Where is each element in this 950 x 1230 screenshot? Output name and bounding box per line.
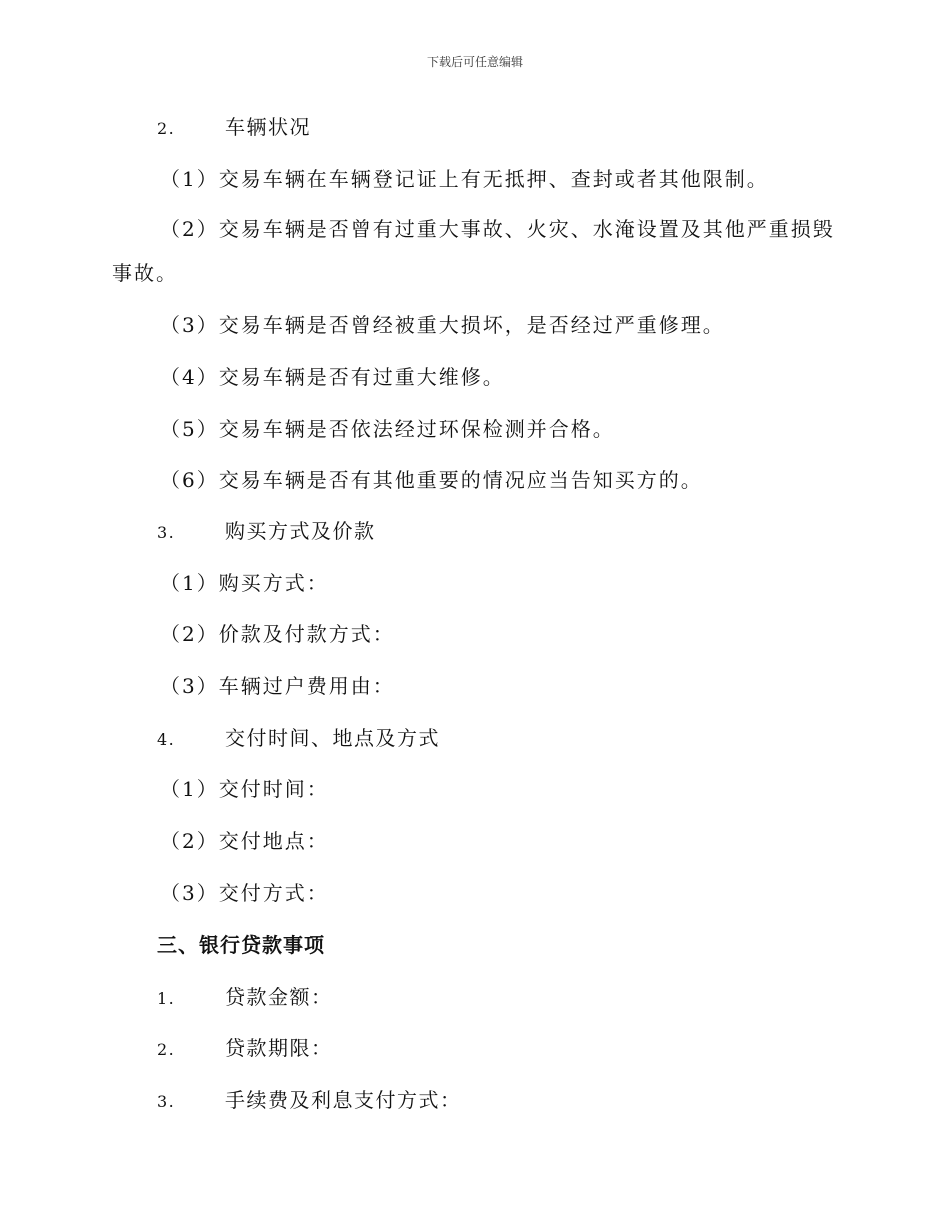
- section-3-title: [157, 517, 376, 547]
- section-2-number: 2.: [157, 119, 176, 138]
- section-4-title: [157, 724, 440, 754]
- bank-loan-item-3-text: 手续费及利息支付方式：: [225, 1088, 462, 1112]
- section-4-item-1: （1）交付时间：: [160, 777, 329, 801]
- section-2-title-text: 车辆状况: [225, 115, 311, 139]
- section-2-item-6: （6）交易车辆是否有其他重要的情况应当告知买方的。: [160, 468, 703, 492]
- section-2-item-5: （5）交易车辆是否依法经过环保检测并合格。: [160, 417, 615, 441]
- section-3-title-text: 购买方式及价款: [225, 519, 376, 543]
- bank-loan-item-1: [157, 983, 333, 1013]
- section-4-title-text: 交付时间、地点及方式: [225, 726, 440, 750]
- bank-loan-item-3: [157, 1086, 462, 1116]
- bank-loan-item-2-number: 2.: [157, 1040, 176, 1059]
- section-4-number: 4.: [157, 730, 176, 749]
- bank-loan-heading: 三、银行贷款事项: [157, 933, 325, 957]
- section-2-item-3: （3）交易车辆是否曾经被重大损坏，是否经过严重修理。: [160, 313, 725, 337]
- page-header: 下载后可任意编辑: [426, 55, 523, 69]
- section-2-item-2: （2）交易车辆是否曾有过重大事故、火灾、水淹设置及其他严重损毁: [160, 217, 835, 241]
- section-3-item-2: （2）价款及付款方式：: [160, 622, 395, 646]
- section-4-item-3: （3）交付方式：: [160, 881, 329, 905]
- section-2-item-1: （1）交易车辆在车辆登记证上有无抵押、查封或者其他限制。: [160, 167, 769, 191]
- bank-loan-item-2: [157, 1034, 333, 1064]
- bank-loan-item-2-text: 贷款期限：: [225, 1036, 333, 1060]
- bank-loan-item-3-number: 3.: [157, 1092, 176, 1111]
- section-3-item-3: （3）车辆过户费用由：: [160, 674, 395, 698]
- bank-loan-item-1-text: 贷款金额：: [225, 985, 333, 1009]
- bank-loan-item-1-number: 1.: [157, 989, 176, 1008]
- section-2-item-2-cont: 事故。: [112, 261, 178, 285]
- section-2-title: [157, 113, 311, 143]
- section-3-item-1: （1）购买方式：: [160, 571, 329, 595]
- section-2-item-4: （4）交易车辆是否有过重大维修。: [160, 365, 505, 389]
- section-3-number: 3.: [157, 523, 176, 542]
- section-4-item-2: （2）交付地点：: [160, 829, 329, 853]
